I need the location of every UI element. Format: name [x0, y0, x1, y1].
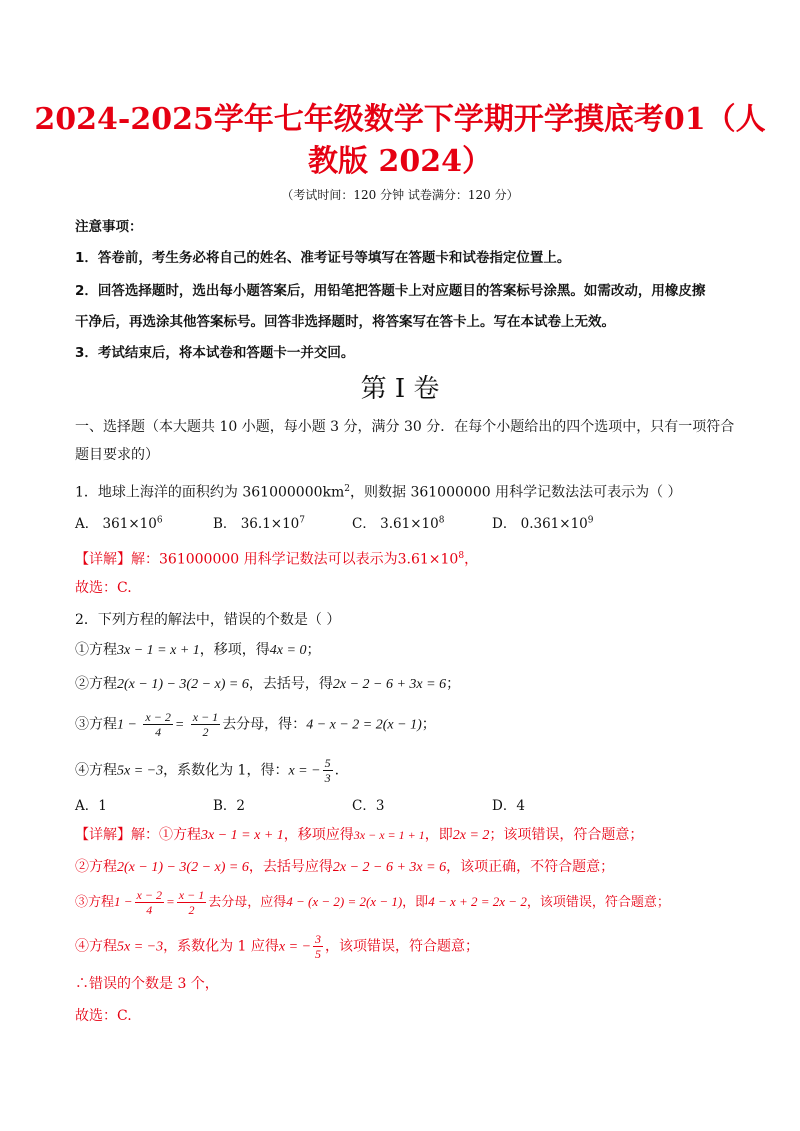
q1-answer: 故选：C.	[75, 580, 132, 596]
q2-option-d-label: D．	[492, 798, 517, 814]
q2-detail-4-frac-num: 3	[315, 932, 322, 946]
q2-item-4-eq: 5x = −3	[117, 763, 164, 779]
note-2-cont: 干净后，再选涂其他答案标号。回答非选择题时，将答案写在答卡上。写在本试卷上无效。	[75, 314, 615, 330]
q2-item-4-res: x = −	[288, 763, 321, 779]
q2-item-2-a: ②方程	[75, 676, 117, 692]
q2-stem: 2．下列方程的解法中，错误的个数是（ ）	[75, 612, 341, 628]
part-intro-line1: 一、选择题（本大题共 10 小题，每小题 3 分，满分 30 分．在每个小题给出的四个选项中，只有一项符合	[75, 419, 735, 435]
q2-detail-3-eq-sign: =	[165, 894, 175, 909]
q2-item-3-frac1	[143, 710, 172, 739]
q2-detail-3-b: 去分母，应得	[208, 895, 287, 910]
q1-option-a-base: 361×10	[102, 516, 157, 532]
q1-option-c[interactable]	[352, 512, 444, 532]
q2-item-1	[75, 639, 740, 662]
q1-detail-end: ，	[464, 551, 479, 568]
q2-option-c-label: C．	[352, 798, 376, 814]
q1-option-b-exp: 7	[299, 515, 306, 526]
exam-title-line1: 2024-2025学年七年级数学下学期开学摸底考01（人	[34, 102, 766, 137]
q2-item-4-end: .	[334, 762, 340, 779]
q2-detail-3-frac1	[135, 888, 164, 917]
note-2: 2．回答选择题时，选出每小题答案后，用铅笔把答题卡上对应题目的答案标号涂黑。如需改动，用橡皮擦	[75, 283, 706, 299]
q1-option-d-label: D．	[492, 516, 517, 532]
q2-detail-1	[75, 824, 740, 847]
section-title: 第 I 卷	[360, 374, 440, 404]
q2-detail-3-a: ③方程	[75, 895, 115, 910]
q2-item-3-b: 去分母，得：	[222, 716, 307, 733]
q2-detail-1-b: ，移项应得	[283, 827, 354, 843]
q2-detail-3-d: ，该项错误，符合题意；	[526, 895, 670, 910]
q2-detail-1-d: ；该项错误，符合题意；	[489, 827, 644, 843]
q2-item-3-frac1-den: 4	[155, 725, 162, 739]
q1-detail-tag: 【详解】	[75, 551, 131, 568]
q2-detail-tag: 【详解】	[75, 827, 131, 843]
q2-item-4	[75, 756, 740, 785]
q2-detail-4-res: x = −	[278, 939, 312, 955]
q2-detail-4-b: ，系数化为 1 应得	[163, 938, 279, 955]
q1-option-a[interactable]	[75, 512, 163, 532]
q1-option-c-label: C．	[352, 516, 376, 532]
note-3: 3．考试结束后，将本试卷和答题卡一并交回。	[75, 345, 355, 361]
q1-option-a-label: A．	[75, 516, 99, 532]
q2-option-d-value: 4	[516, 798, 525, 814]
part-intro-line2: 题目要求的）	[75, 447, 159, 463]
q2-item-2-eq: 2(x − 1) − 3(2 − x) = 6	[117, 677, 249, 692]
q1-detail	[75, 545, 740, 571]
q2-item-1-b: ，移项，得	[199, 642, 270, 658]
q2-item-3-a: ③方程	[75, 716, 117, 733]
q2-detail-4-c: ，该项错误，符合题意；	[325, 938, 480, 955]
q2-detail-3-eq: 4 − (x − 2) = 2(x − 1)	[286, 894, 403, 909]
q2-detail-3	[75, 888, 740, 917]
q2-option-b-label: B．	[213, 798, 237, 814]
q2-item-1-eq: 3x − 1 = x + 1	[117, 643, 200, 658]
q2-item-3	[75, 710, 740, 739]
q2-detail-3-frac2-num: x − 1	[178, 888, 205, 902]
q2-item-4-frac	[323, 756, 333, 785]
q2-item-2	[75, 673, 740, 696]
q1-detail-value: 3.61×10	[397, 551, 459, 568]
q2-conclusion: ∴错误的个数是 3 个，	[75, 976, 219, 992]
q1-detail-exp: 8	[458, 551, 465, 561]
q2-item-2-b: ，去括号，得	[248, 676, 333, 692]
q2-item-2-res: 2x − 2 − 6 + 3x = 6	[332, 677, 447, 692]
q2-item-3-frac1-num: x − 2	[145, 710, 171, 724]
q2-option-c-value: 3	[375, 798, 385, 814]
q1-stem-b: ，则数据 361000000 用科学记数法法可表示为（ ）	[350, 484, 682, 501]
q2-detail-2-a: ②方程	[75, 859, 117, 875]
q2-detail-4	[75, 932, 740, 961]
q2-item-1-end: ；	[306, 642, 321, 658]
q2-item-4-b: ，系数化为 1，得：	[163, 762, 289, 779]
q2-detail-1-eq: 3x − 1 = x + 1	[201, 828, 284, 843]
q2-detail-1-eq2: 3x − x = 1 + 1	[353, 828, 425, 842]
q2-item-3-pre: 1 −	[117, 717, 137, 733]
q2-detail-1-eq3: 2x = 2	[452, 828, 490, 843]
q1-stem	[75, 478, 740, 504]
q2-item-3-frac2-den: 2	[202, 725, 209, 739]
q2-detail-3-c: ，即	[402, 895, 429, 910]
exam-subtitle: （考试时间：120 分钟 试卷满分：120 分）	[281, 188, 519, 202]
q2-detail-2-b: ，去括号应得	[248, 859, 333, 875]
q2-detail-3-frac1-den: 4	[146, 903, 153, 917]
q2-detail-4-frac	[313, 932, 323, 961]
q2-detail-3-frac2-den: 2	[188, 903, 195, 917]
q1-option-d-base: 0.361×10	[520, 516, 588, 532]
q2-option-b-value: 2	[236, 798, 246, 814]
q2-answer: 故选：C.	[75, 1008, 132, 1024]
q2-detail-2-eq2: 2x − 2 − 6 + 3x = 6	[332, 860, 447, 875]
q1-detail-text: 解：361000000 用科学记数法可以表示为	[131, 551, 398, 568]
q1-stem-a: 1．地球上海洋的面积约为 361000000km	[75, 484, 345, 501]
q1-stem-sup: 2	[344, 484, 351, 494]
q2-detail-1-a: 解：①方程	[131, 827, 201, 843]
q2-option-a[interactable]	[75, 794, 107, 814]
q2-detail-4-eq: 5x = −3	[117, 939, 164, 955]
q2-item-3-frac2-num: x − 1	[192, 710, 219, 724]
q2-detail-3-frac2	[177, 888, 206, 917]
q2-item-3-res: 4 − x − 2 = 2(x − 1)	[306, 717, 422, 733]
q2-detail-2	[75, 856, 740, 879]
q2-option-d[interactable]	[492, 794, 525, 814]
q2-detail-4-a: ④方程	[75, 938, 117, 955]
q2-item-4-frac-num: 5	[324, 756, 331, 770]
q2-detail-3-eq2: 4 − x + 2 = 2x − 2	[428, 894, 527, 909]
q2-item-4-a: ④方程	[75, 762, 117, 779]
q1-option-d-exp: 9	[587, 515, 594, 526]
q1-option-b[interactable]	[213, 512, 305, 532]
q2-item-1-a: ①方程	[75, 642, 117, 658]
q1-option-b-base: 36.1×10	[240, 516, 300, 532]
q2-option-a-label: A．	[75, 798, 99, 814]
q2-detail-3-frac1-num: x − 2	[136, 888, 162, 902]
note-1: 1．答卷前，考生务必将自己的姓名、准考证号等填写在答题卡和试卷指定位置上。	[75, 250, 571, 266]
q2-detail-2-eq: 2(x − 1) − 3(2 − x) = 6	[117, 860, 249, 875]
q1-option-c-exp: 8	[438, 515, 445, 526]
q1-option-b-label: B．	[213, 516, 237, 532]
q1-option-d[interactable]	[492, 512, 594, 532]
exam-title-line2: 教版 2024）	[308, 144, 492, 179]
q2-detail-2-c: ，该项正确，不符合题意；	[446, 859, 615, 875]
q2-detail-3-pre: 1 −	[114, 894, 133, 909]
q2-item-3-end: ；	[421, 716, 436, 733]
q2-item-2-end: ；	[446, 676, 461, 692]
q2-item-3-eq-sign: =	[174, 717, 185, 733]
q2-option-c[interactable]	[352, 794, 384, 814]
q1-option-c-base: 3.61×10	[380, 516, 439, 532]
q2-item-1-res: 4x = 0	[269, 643, 307, 658]
q2-option-b[interactable]	[213, 794, 245, 814]
q2-item-3-frac2	[191, 710, 220, 739]
q2-item-4-frac-den: 3	[324, 771, 331, 785]
q2-detail-1-c: ，即	[424, 827, 453, 843]
q2-detail-4-frac-den: 5	[315, 947, 322, 961]
notes-heading: 注意事项：	[75, 219, 143, 235]
q2-option-a-value: 1	[98, 798, 107, 814]
q1-option-a-exp: 6	[156, 515, 163, 526]
